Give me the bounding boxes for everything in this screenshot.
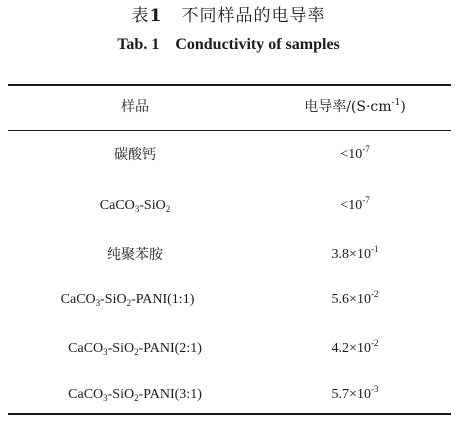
conductivity-cell [262, 340, 448, 358]
sample-subscript: 3 [103, 393, 108, 403]
header-conductivity-close: ) [400, 99, 406, 115]
conductivity-cell [262, 197, 448, 215]
header-sample: 样品 [121, 99, 149, 115]
sample-subscript: 3 [103, 347, 108, 357]
value-exponent: -1 [370, 244, 379, 254]
value-exponent: -7 [362, 195, 370, 205]
sample-part: CaCO [99, 198, 135, 213]
value-exponent: -3 [370, 384, 379, 394]
value-exponent: -2 [370, 289, 379, 299]
sample-cell [10, 291, 245, 309]
table-header-rule [8, 130, 451, 131]
table-bottom-rule [8, 413, 451, 415]
header-conductivity [262, 98, 448, 116]
sample-subscript: 2 [126, 298, 132, 308]
sample-cell [10, 340, 260, 358]
value-base: 3.8×10 [331, 247, 371, 262]
sample-part: CaCO [68, 387, 104, 402]
sample-cell: 碳酸钙 [114, 147, 156, 163]
sample-part: -PANI(1:1) [131, 292, 195, 307]
conductivity-cell [262, 291, 448, 309]
value-base: <10 [340, 198, 363, 213]
sample-part: -SiO [139, 198, 166, 213]
sample-subscript: 2 [134, 347, 139, 357]
value-base: 5.6×10 [331, 292, 371, 307]
sample-part: CaCO [68, 341, 104, 356]
header-conductivity-text: 电导率/(S·cm [304, 99, 392, 115]
value-exponent: -7 [362, 144, 370, 154]
table-top-rule [8, 84, 451, 86]
sample-subscript: 3 [134, 204, 140, 214]
sample-part: -SiO [107, 341, 135, 356]
sample-part: -SiO [100, 292, 127, 307]
conductivity-cell [262, 146, 448, 164]
table-caption-english: Tab. 1 Conductivity of samples [117, 36, 340, 53]
value-base: <10 [340, 147, 363, 162]
sample-subscript: 2 [134, 393, 139, 403]
sample-cell [10, 386, 260, 404]
sample-cell [10, 197, 260, 215]
sample-cell: 纯聚苯胺 [107, 247, 163, 263]
sample-part: -PANI(2:1) [138, 341, 202, 356]
header-conductivity-exponent: -1 [391, 98, 401, 108]
conductivity-cell [262, 246, 448, 264]
caption-title: 不同样品的电导率 [181, 6, 326, 26]
value-base: 5.7×10 [331, 387, 371, 402]
caption-prefix: 表 [131, 6, 150, 26]
sample-part: -SiO [107, 387, 135, 402]
caption-number: 1 [149, 6, 163, 26]
sample-part: CaCO [60, 292, 96, 307]
value-base: 4.2×10 [331, 341, 371, 356]
table-caption-chinese [0, 6, 457, 26]
sample-subscript: 3 [95, 298, 101, 308]
value-exponent: -2 [370, 338, 379, 348]
sample-part: -PANI(3:1) [138, 387, 202, 402]
sample-subscript: 2 [165, 204, 171, 214]
conductivity-cell [262, 386, 448, 404]
